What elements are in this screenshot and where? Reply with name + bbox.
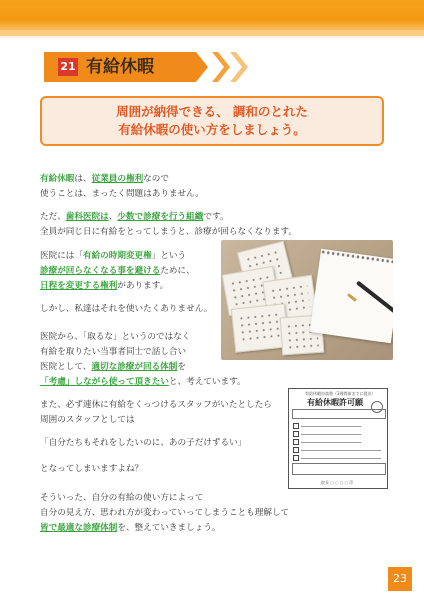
text-line bbox=[40, 491, 289, 506]
text-span: ために、 bbox=[160, 266, 195, 276]
text-span: となってしまいますよね？ bbox=[40, 464, 144, 474]
text-span: 「自分たちもそれをしたいのに、あの子だけずるい」 bbox=[40, 438, 247, 448]
form-line bbox=[301, 442, 361, 443]
highlighted-text: 日程を変更する権利 bbox=[40, 281, 118, 291]
text-line bbox=[40, 172, 204, 187]
text-span: 自分の見え方、思われ方が変わっていってしまうことも理解して bbox=[40, 508, 290, 518]
leave-request-form bbox=[288, 388, 388, 489]
highlighted-text: 「考慮」しながら使って頂きたい bbox=[40, 377, 169, 387]
text-span: 医院から、「取るな」というのではなく bbox=[40, 332, 191, 342]
text-span: 使うことは、まったく問題はありません。 bbox=[40, 189, 204, 199]
paragraph bbox=[40, 462, 143, 477]
highlighted-text: 有給の時期変更権 bbox=[82, 251, 152, 261]
paragraph bbox=[40, 398, 272, 428]
page-number: 23 bbox=[388, 567, 412, 591]
highlighted-text: 診療が回らなくなる事を避ける bbox=[40, 266, 161, 276]
highlighted-text: 有給休暇 bbox=[40, 174, 75, 184]
text-span: 、 bbox=[108, 212, 118, 222]
checkbox-icon bbox=[293, 431, 299, 437]
text-line bbox=[40, 506, 289, 521]
paragraph bbox=[40, 330, 246, 390]
form-line bbox=[301, 458, 381, 459]
form-line bbox=[301, 426, 361, 427]
text-line bbox=[40, 398, 272, 413]
text-line bbox=[40, 210, 297, 225]
section-chevron bbox=[212, 52, 230, 82]
text-span: があります。 bbox=[117, 281, 169, 291]
text-span: を、整えていきましょう。 bbox=[117, 523, 221, 533]
checkbox-icon bbox=[293, 439, 299, 445]
text-span: 有給を取りたい当事者同士で話し合い bbox=[40, 347, 187, 357]
paragraph bbox=[40, 249, 195, 294]
paragraph bbox=[40, 436, 246, 451]
text-line bbox=[40, 330, 246, 345]
text-span: 医院には「 bbox=[40, 251, 83, 261]
notebook-rings bbox=[320, 249, 393, 266]
text-line bbox=[40, 462, 143, 477]
section-number: 21 bbox=[58, 58, 78, 76]
text-line bbox=[40, 360, 246, 375]
checkbox-icon bbox=[293, 447, 299, 453]
paragraph bbox=[40, 491, 289, 536]
text-line bbox=[40, 413, 272, 428]
callout-line: 有給休暇の使い方をしましょう。 bbox=[118, 122, 306, 137]
paragraph bbox=[40, 210, 297, 240]
text-line bbox=[40, 187, 204, 202]
text-line bbox=[40, 345, 246, 360]
text-span: と、考えています。 bbox=[168, 377, 246, 387]
text-span: は、 bbox=[74, 174, 92, 184]
paragraph bbox=[40, 302, 212, 317]
text-line bbox=[40, 279, 195, 294]
text-span: なので bbox=[143, 174, 169, 184]
text-span: ただ、 bbox=[40, 212, 66, 222]
highlighted-text: 少数で診療を行う組織 bbox=[117, 212, 204, 222]
callout-line: 周囲が納得できる、 調和のとれた bbox=[116, 104, 308, 119]
text-span: 」という bbox=[151, 251, 187, 261]
section-chevron bbox=[230, 52, 248, 82]
top-bar-fade bbox=[0, 30, 424, 40]
highlighted-text: 従業員の権利 bbox=[91, 174, 144, 184]
calendar-photo bbox=[221, 240, 393, 360]
text-span: そういった、自分の有給の使い方によって bbox=[40, 493, 204, 503]
text-line bbox=[40, 436, 246, 451]
form-box bbox=[292, 463, 386, 475]
text-line bbox=[40, 302, 212, 317]
text-span: しかし、私達はそれを使いたくありません。 bbox=[40, 304, 213, 314]
text-span: です。 bbox=[203, 212, 229, 222]
form-box bbox=[292, 409, 386, 419]
highlighted-text: 皆で最適な診療体制 bbox=[40, 523, 118, 533]
checkbox-icon bbox=[293, 423, 299, 429]
form-line bbox=[301, 450, 381, 451]
text-span: 医院として、 bbox=[40, 362, 92, 372]
paragraph bbox=[40, 172, 204, 202]
text-span: 周囲のスタッフとしては bbox=[40, 415, 135, 425]
form-header: 有給休暇申請書（3週間前までに提出） bbox=[305, 391, 376, 396]
text-line bbox=[40, 521, 289, 536]
checkbox-icon bbox=[293, 455, 299, 461]
text-line bbox=[40, 264, 195, 279]
section-title: 有給休暇 bbox=[86, 57, 154, 77]
text-span: 全員が同じ日に有給をとってしまうと、診療が回らなくなります。 bbox=[40, 227, 297, 237]
text-line bbox=[40, 249, 195, 264]
text-line bbox=[40, 375, 246, 390]
text-span: また、必ず連休に有給をくっつけるスタッフがいたとしたら bbox=[40, 400, 272, 410]
form-line bbox=[301, 434, 361, 435]
text-line bbox=[40, 225, 297, 240]
summary-callout bbox=[40, 96, 384, 146]
text-span: を bbox=[177, 362, 186, 372]
highlighted-text: 適切な診療が回る体制 bbox=[91, 362, 178, 372]
form-title: 有給休暇許可願 bbox=[307, 398, 363, 407]
form-footer: 院長 ○ ○ ○ ○ 印 bbox=[321, 480, 354, 485]
highlighted-text: 歯科医院は bbox=[65, 212, 109, 222]
